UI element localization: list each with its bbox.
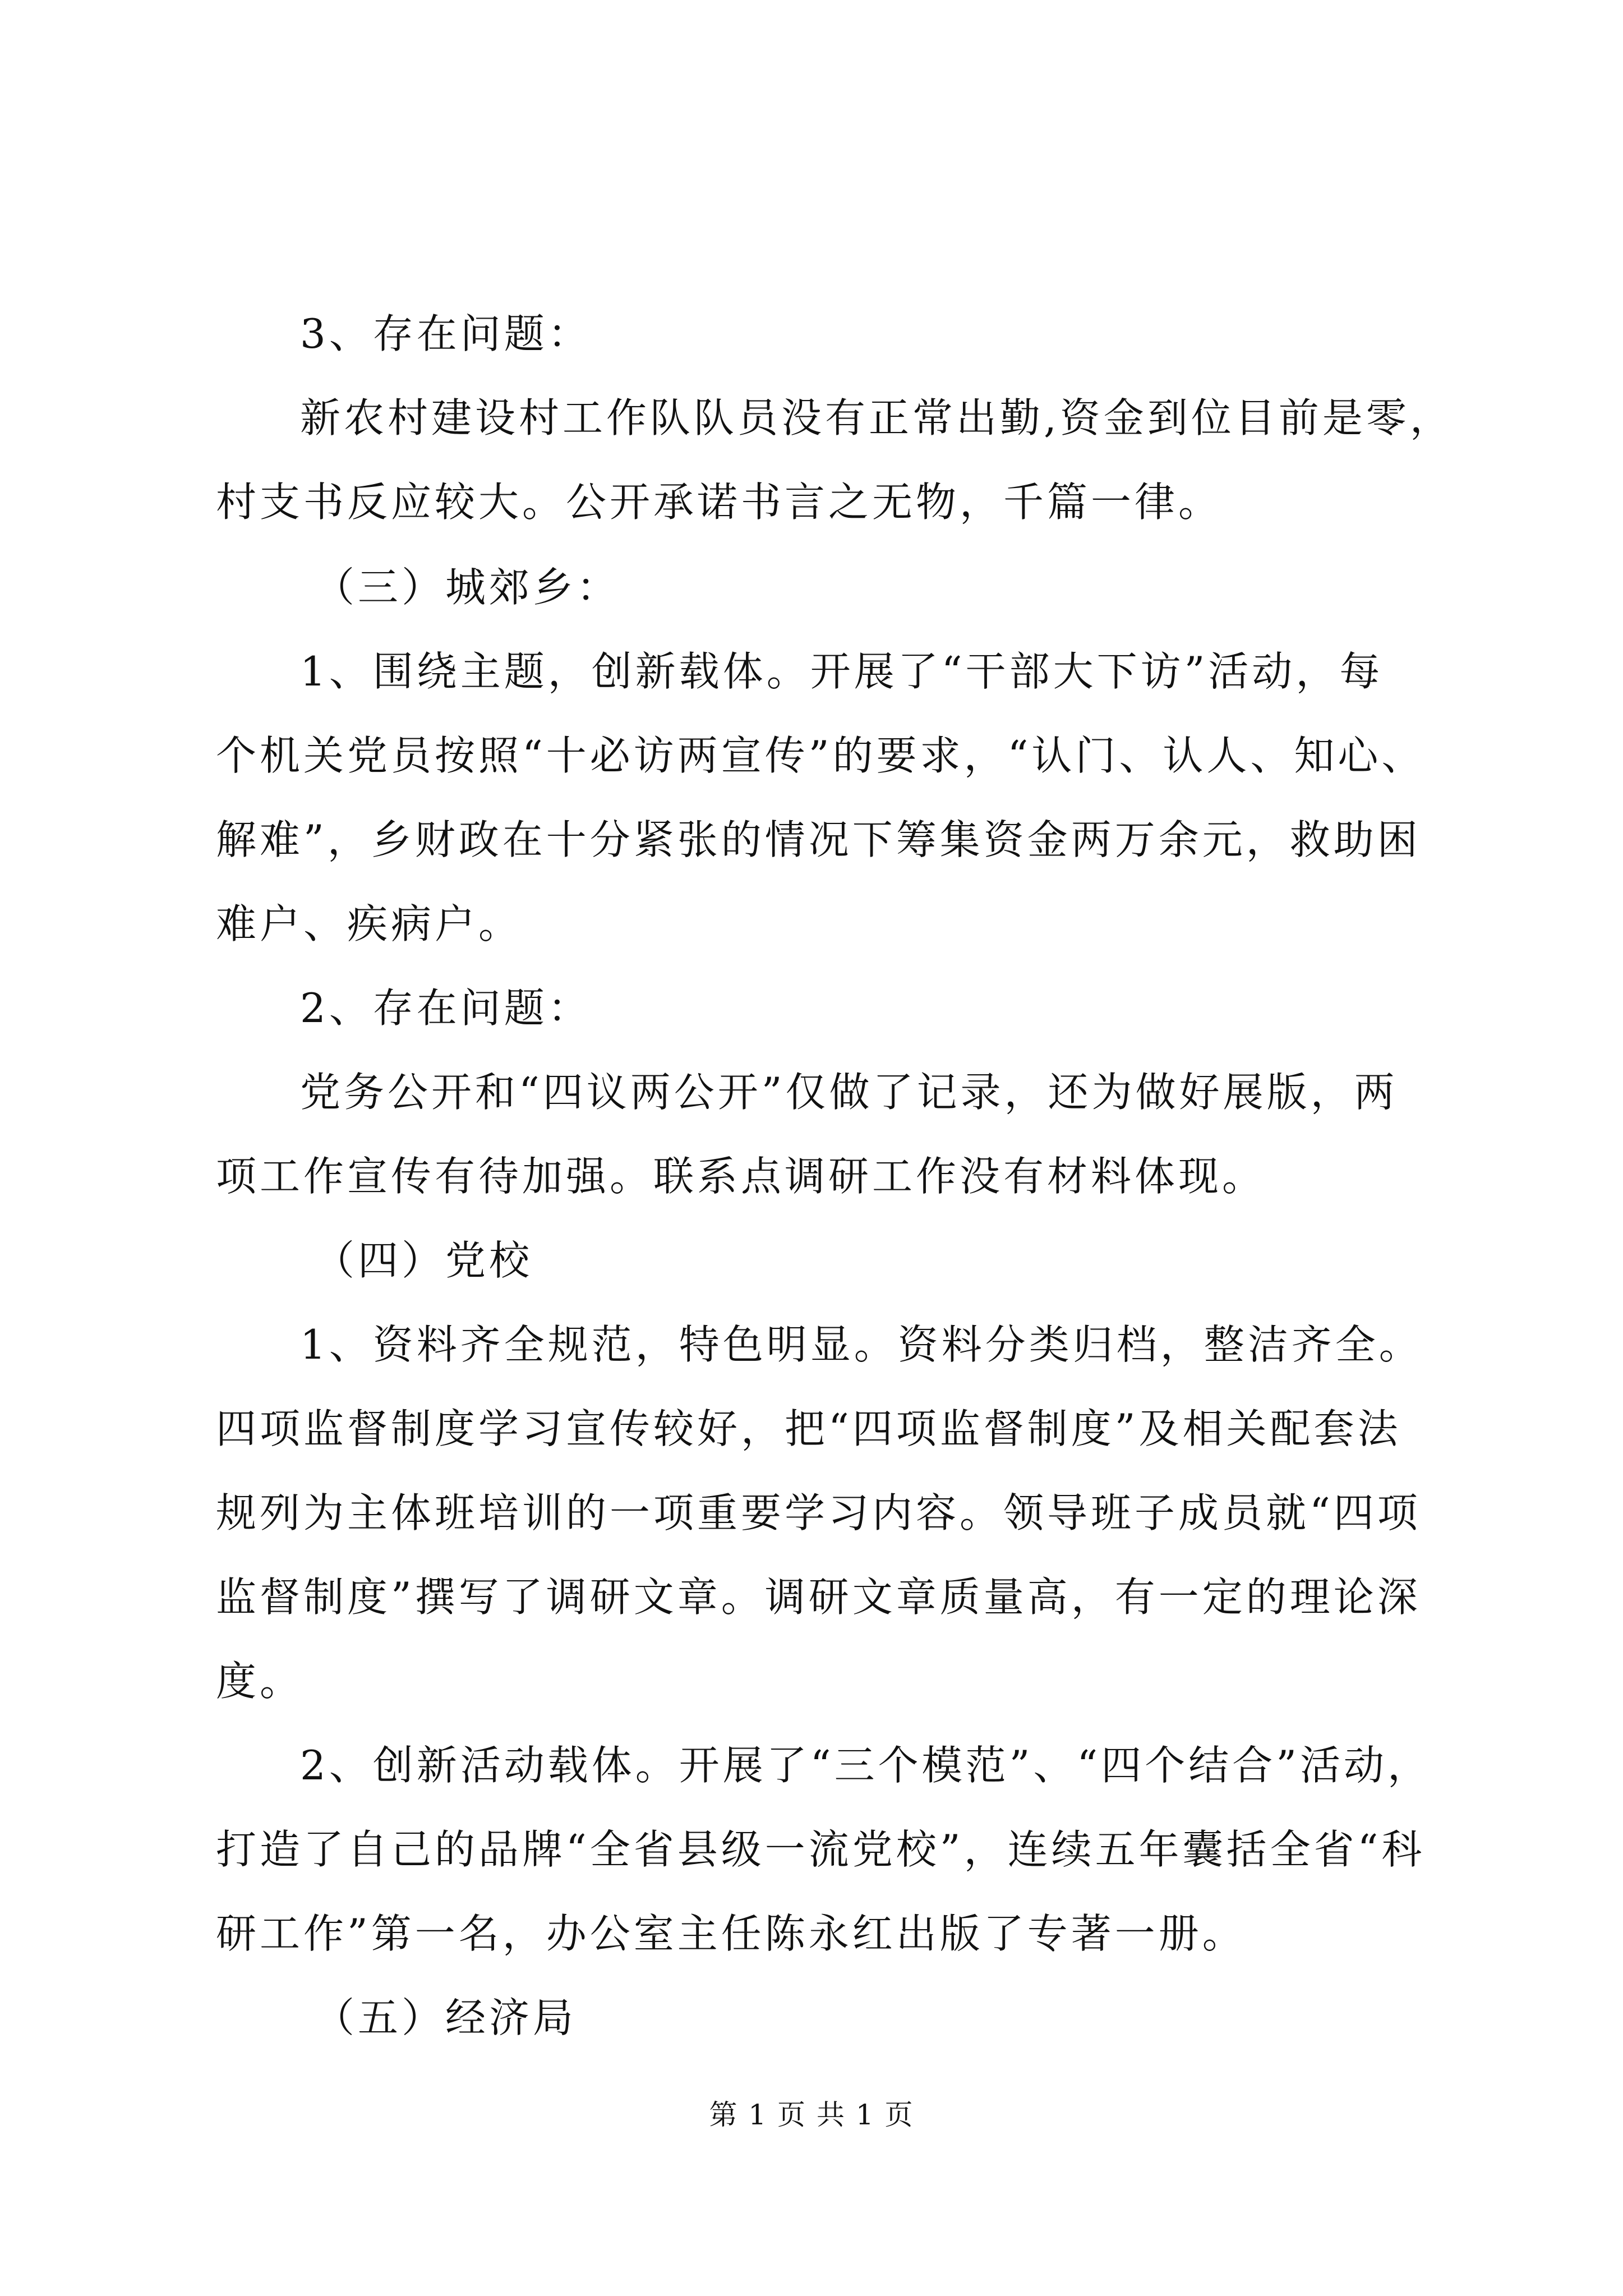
paragraph-line: 2、创新活动载体。开展了“三个模范”、“四个结合”活动， — [300, 1742, 1432, 1789]
paragraph-line: 1、围绕主题，创新载体。开展了“干部大下访”活动，每 — [300, 648, 1384, 695]
paragraph-line: 1、资料齐全规范，特色明显。资料分类归档，整洁齐全。 — [300, 1321, 1423, 1368]
section-heading-party-school: （四）党校 — [314, 1237, 533, 1284]
heading-existing-problems-3: 3、存在问题： — [300, 310, 592, 357]
paragraph-line: 规列为主体班培训的一项重要学习内容。领导班子成员就“四项 — [216, 1489, 1421, 1536]
paragraph-line: 研工作”第一名，办公室主任陈永红出版了专著一册。 — [216, 1910, 1246, 1957]
paragraph-line: 难户、疾病户。 — [216, 900, 523, 947]
page-footer: 第 1 页 共 1 页 — [709, 2099, 914, 2131]
section-heading-chengjiao: （三）城郊乡： — [314, 564, 621, 611]
paragraph-line: 四项监督制度学习宣传较好，把“四项监督制度”及相关配套法 — [216, 1405, 1401, 1452]
paragraph-line: 个机关党员按照“十必访两宣传”的要求，“认门、认人、知心、 — [216, 732, 1426, 779]
paragraph-line: 新农村建设村工作队队员没有正常出勤,资金到位目前是零， — [300, 394, 1454, 441]
paragraph-line: 村支书反应较大。公开承诺书言之无物，千篇一律。 — [216, 478, 1223, 526]
paragraph-line: 解难”，乡财政在十分紧张的情况下筹集资金两万余元，救助困 — [216, 816, 1421, 863]
heading-existing-problems-2: 2、存在问题： — [300, 984, 592, 1032]
paragraph-line: 打造了自己的品牌“全省县级一流党校”，连续五年囊括全省“科 — [216, 1826, 1426, 1873]
paragraph-line: 度。 — [216, 1658, 304, 1705]
paragraph-line: 党务公开和“四议两公开”仅做了记录，还为做好展版，两 — [300, 1069, 1398, 1116]
section-heading-economic-bureau: （五）经济局 — [314, 1994, 577, 2041]
paragraph-line: 监督制度”撰写了调研文章。调研文章质量高，有一定的理论深 — [216, 1573, 1421, 1621]
paragraph-line: 项工作宣传有待加强。联系点调研工作没有材料体现。 — [216, 1153, 1266, 1200]
